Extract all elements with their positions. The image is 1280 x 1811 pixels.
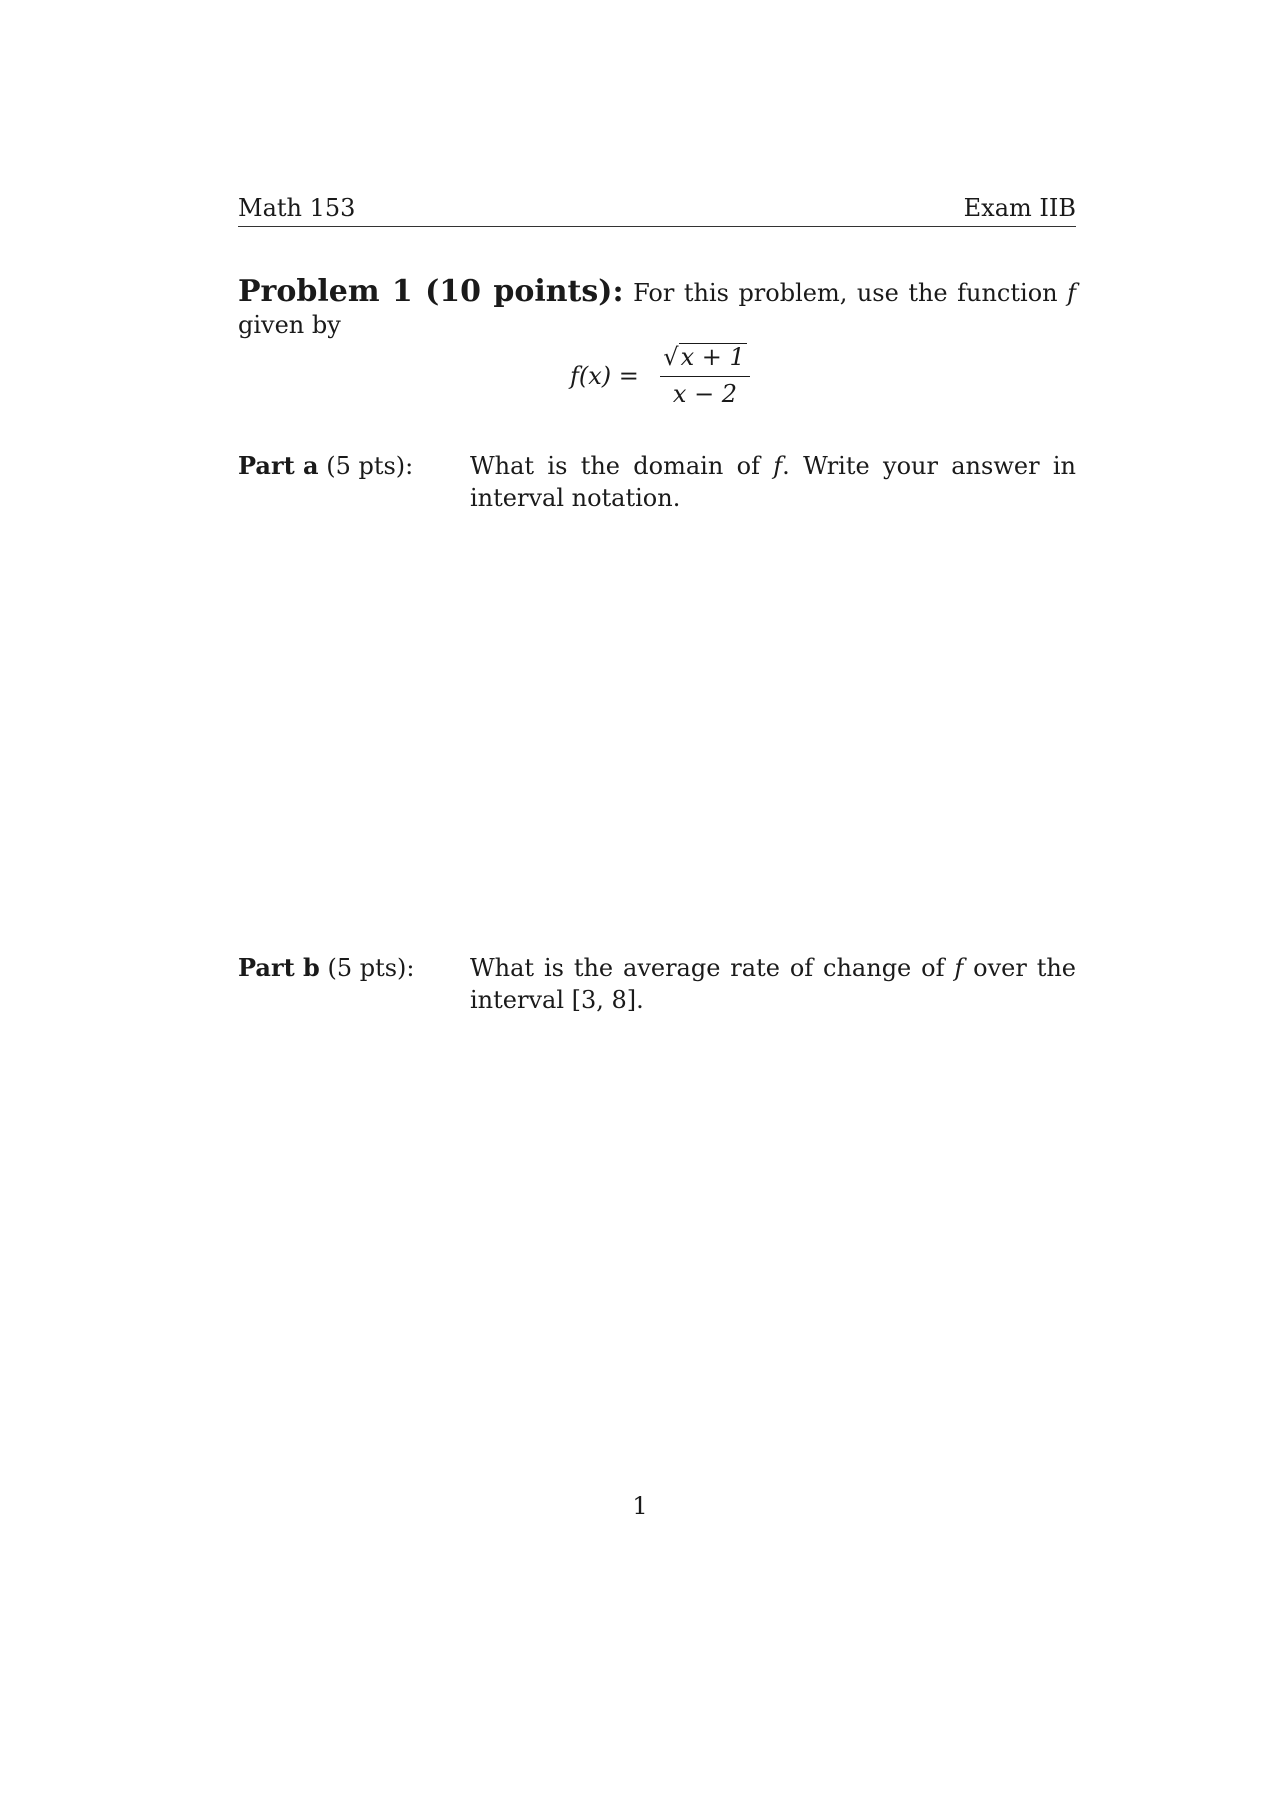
page-number: 1 <box>632 1492 648 1520</box>
problem-title: Problem 1 (10 points): <box>238 274 624 309</box>
part-a-label-bold: Part a <box>238 451 319 480</box>
part-b-function-symbol: f <box>954 954 964 982</box>
problem-intro-after: given by <box>238 311 341 339</box>
part-a-label-pts: (5 pts): <box>318 452 414 480</box>
part-a-text-before: What is the domain of <box>470 452 774 480</box>
problem-intro-before: For this problem, use the function <box>633 279 1068 307</box>
course-name: Math 153 <box>238 194 356 222</box>
radicand: x + 1 <box>680 343 745 371</box>
part-b-text-after: over the interval [3, 8]. <box>470 954 1076 1014</box>
part-a-function-symbol: f <box>773 452 783 480</box>
exam-name: Exam IIB <box>963 194 1076 222</box>
equation-fraction <box>660 342 750 409</box>
function-equation <box>570 342 770 412</box>
part-a-label <box>238 450 468 482</box>
sqrt-icon: √ <box>663 343 679 371</box>
part-a-text-after: . Write your answer in interval notation. <box>470 452 1076 512</box>
problem-statement <box>238 276 1076 341</box>
part-b-text-before: What is the average rate of change of <box>470 954 955 982</box>
fraction-numerator <box>660 342 750 372</box>
part-b-label-pts: (5 pts): <box>319 954 415 982</box>
part-b-label-bold: Part b <box>238 953 320 982</box>
page-header <box>238 192 1076 227</box>
part-b-question <box>470 952 1076 1016</box>
function-symbol: f <box>1067 279 1076 307</box>
part-b-label <box>238 952 468 984</box>
fraction-denominator: x − 2 <box>672 380 738 408</box>
fraction-bar <box>660 376 750 377</box>
part-a-question <box>470 450 1076 514</box>
equation-lhs: f(x) = <box>570 362 639 390</box>
